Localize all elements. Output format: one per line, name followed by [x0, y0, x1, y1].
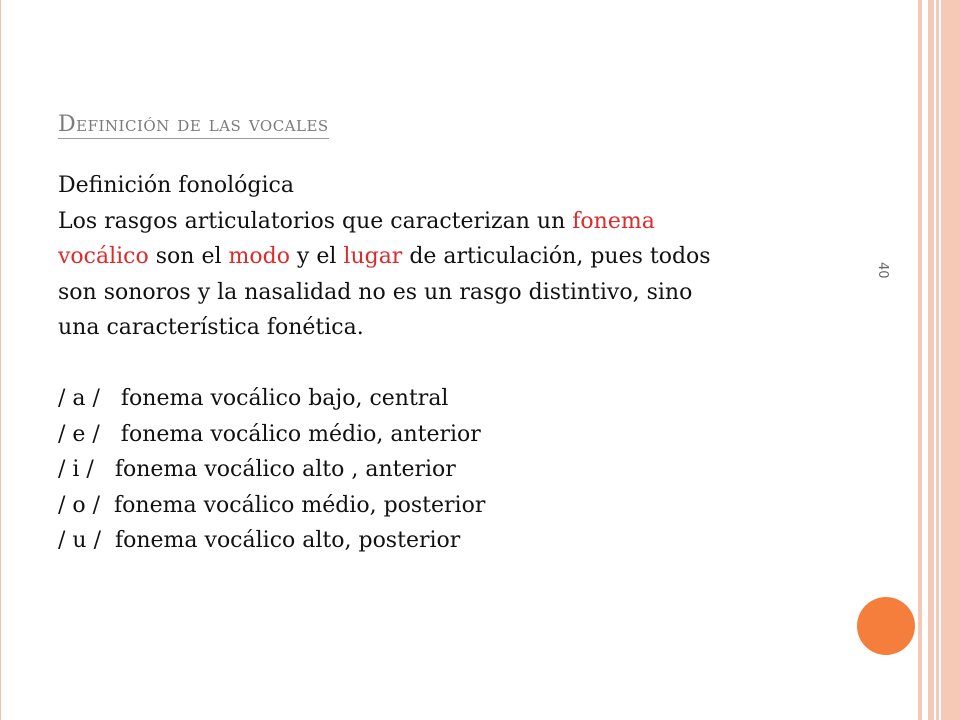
decorative-stripe [941, 0, 960, 720]
highlight-term: vocálico [58, 244, 149, 269]
paragraph-line: una característica fonética. [58, 315, 364, 340]
vowel-line: / u / fonema vocálico alto, posterior [58, 528, 461, 553]
highlight-term: modo [228, 244, 290, 269]
vowel-line: / a / fonema vocálico bajo, central [58, 386, 449, 411]
decorative-stripe [936, 0, 939, 720]
paragraph-line: son sonoros y la nasalidad no es un rasgo distintivo, sino [58, 279, 693, 305]
paragraph-line [58, 204, 838, 240]
slide-body [58, 168, 838, 559]
vowel-line: / o / fonema vocálico médio, posterior [58, 492, 486, 518]
section-heading: Definición fonológica [58, 173, 294, 198]
highlight-term: lugar [343, 244, 403, 269]
highlight-term: fonema [572, 208, 655, 234]
vowel-line: / e / fonema vocálico médio, anterior [58, 421, 481, 447]
paragraph-line [58, 239, 838, 275]
text-span: y el [289, 244, 344, 269]
text-span: son el [148, 244, 229, 269]
text-span: de articulación, pues todos [402, 244, 711, 269]
spacer [58, 346, 838, 382]
decorative-stripe [918, 0, 922, 720]
slide-title: Definición de las vocales [58, 112, 329, 137]
vowel-line: / i / fonema vocálico alto , anterior [58, 457, 456, 482]
decorative-circle [857, 597, 915, 655]
text-span: Los rasgos articulatorios que caracterizan un [58, 208, 573, 234]
page-number: 40 [875, 262, 890, 279]
decorative-stripe [928, 0, 934, 720]
